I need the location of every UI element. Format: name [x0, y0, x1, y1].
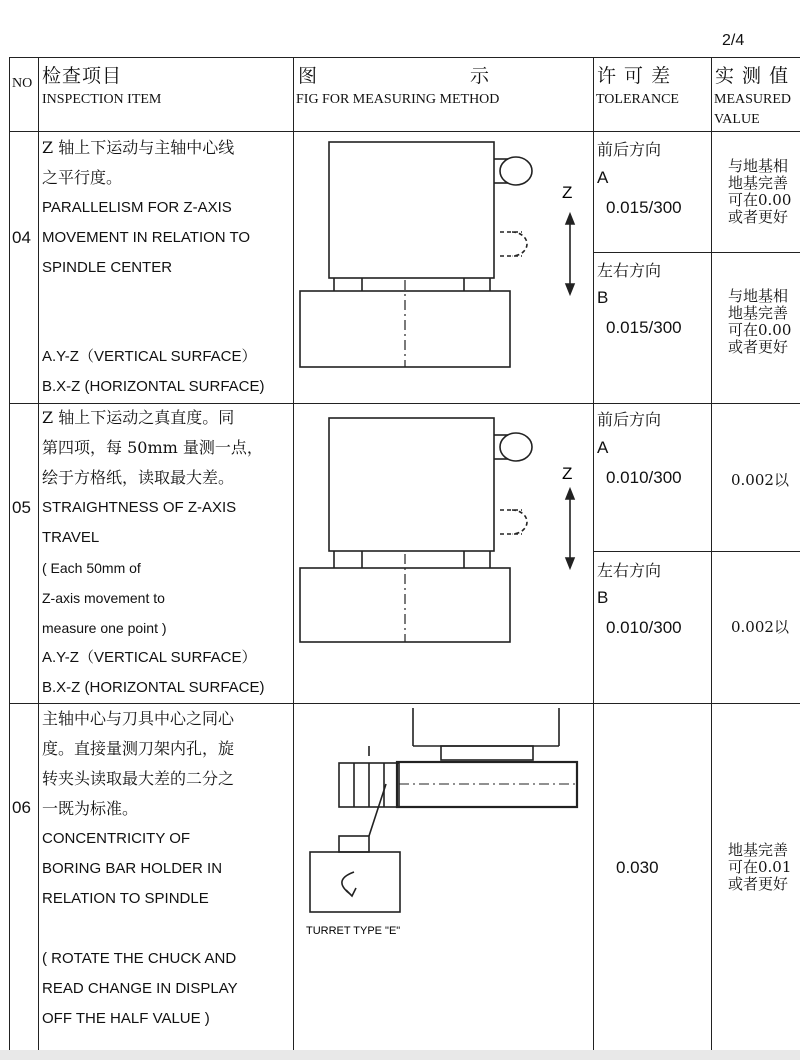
item-line: OFF THE HALF VALUE ) [42, 1010, 210, 1027]
tolerance-value: 0.015/300 [606, 318, 682, 337]
tolerance-direction: 左右方向 [597, 261, 662, 280]
figure-caption: TURRET TYPE "E" [306, 925, 401, 937]
tolerance-direction: 前后方向 [597, 140, 662, 159]
parallelism-figure [294, 132, 587, 402]
item-line: BORING BAR HOLDER IN [42, 860, 223, 877]
tolerance-value: 0.010/300 [606, 468, 682, 487]
row-number: 06 [12, 798, 31, 817]
tolerance-letter: B [597, 588, 609, 607]
item-line: 主轴中心与刀具中心之同心 [42, 709, 235, 728]
item-line: STRAIGHTNESS OF Z-AXIS [42, 499, 237, 516]
item-line: CONCENTRICITY OF [42, 830, 191, 847]
tolerance-letter: A [597, 438, 609, 457]
item-line: 度。直接量测刀架内孔，旋 [42, 739, 235, 758]
item-line: Z 轴上下运动之真直度。同 [42, 408, 235, 427]
header-measured-en-1: MEASURED [714, 92, 792, 107]
axis-label: Z [562, 464, 573, 483]
item-line: B.X-Z (HORIZONTAL SURFACE) [42, 378, 265, 395]
item-line: ( Each 50mm of [42, 560, 141, 576]
item-line: 绘于方格纸，读取最大差。 [42, 468, 235, 487]
header-measured-cn: 实 测 值 [715, 65, 790, 87]
item-line: measure one point ) [42, 620, 167, 636]
tolerance-direction: 左右方向 [597, 561, 662, 580]
straightness-figure [294, 404, 587, 674]
measured-value: 0.002以 [731, 472, 789, 489]
header-item-en: INSPECTION ITEM [42, 92, 162, 107]
header-tolerance-cn: 许 可 差 [597, 65, 672, 87]
header-no: NO [12, 76, 33, 91]
header-fig-en: FIG FOR MEASURING METHOD [296, 92, 500, 107]
item-line: SPINDLE CENTER [42, 259, 173, 276]
row-number: 05 [12, 498, 31, 517]
measured-value: 地基完善 可在0.01 或者更好 [728, 842, 792, 893]
axis-label: Z [562, 183, 573, 202]
item-line: 之平行度。 [42, 168, 123, 187]
item-line: MOVEMENT IN RELATION TO [42, 229, 251, 246]
item-line: READ CHANGE IN DISPLAY [42, 980, 238, 997]
tolerance-direction: 前后方向 [597, 410, 662, 429]
item-line: PARALLELISM FOR Z-AXIS [42, 199, 232, 216]
bottom-scroll-strip [0, 1050, 800, 1060]
item-line: 一既为标准。 [42, 799, 139, 818]
item-line: Z-axis movement to [42, 590, 165, 606]
item-line: 转夹头读取最大差的二分之 [42, 769, 235, 788]
item-line: A.Y-Z（VERTICAL SURFACE） [42, 649, 257, 666]
concentricity-figure [294, 704, 587, 944]
header-tolerance-en: TOLERANCE [596, 92, 679, 107]
item-line: A.Y-Z（VERTICAL SURFACE） [42, 348, 257, 365]
item-line: TRAVEL [42, 529, 100, 546]
row-number: 04 [12, 228, 31, 247]
header-item-cn: 检查项目 [42, 65, 123, 87]
item-line: ( ROTATE THE CHUCK AND [42, 950, 237, 967]
item-line: Z 轴上下运动与主轴中心线 [42, 138, 235, 157]
item-line: B.X-Z (HORIZONTAL SURFACE) [42, 679, 265, 696]
header-measured-en-2: VALUE [714, 112, 760, 127]
header-fig-cn-right: 示 [470, 65, 491, 87]
tolerance-value: 0.030 [616, 858, 659, 877]
page-number: 2/4 [722, 32, 745, 49]
tolerance-value: 0.015/300 [606, 198, 682, 217]
header-fig-cn-left: 图 [298, 65, 319, 87]
measured-value: 与地基相 地基完善 可在0.00 或者更好 [728, 158, 792, 226]
measured-value: 0.002以 [731, 619, 789, 636]
item-line: RELATION TO SPINDLE [42, 890, 209, 907]
tolerance-letter: A [597, 168, 609, 187]
tolerance-value: 0.010/300 [606, 618, 682, 637]
tolerance-letter: B [597, 288, 609, 307]
measured-value: 与地基相 地基完善 可在0.00 或者更好 [728, 288, 792, 356]
item-line: 第四项，每 50mm 量测一点， [42, 438, 263, 457]
